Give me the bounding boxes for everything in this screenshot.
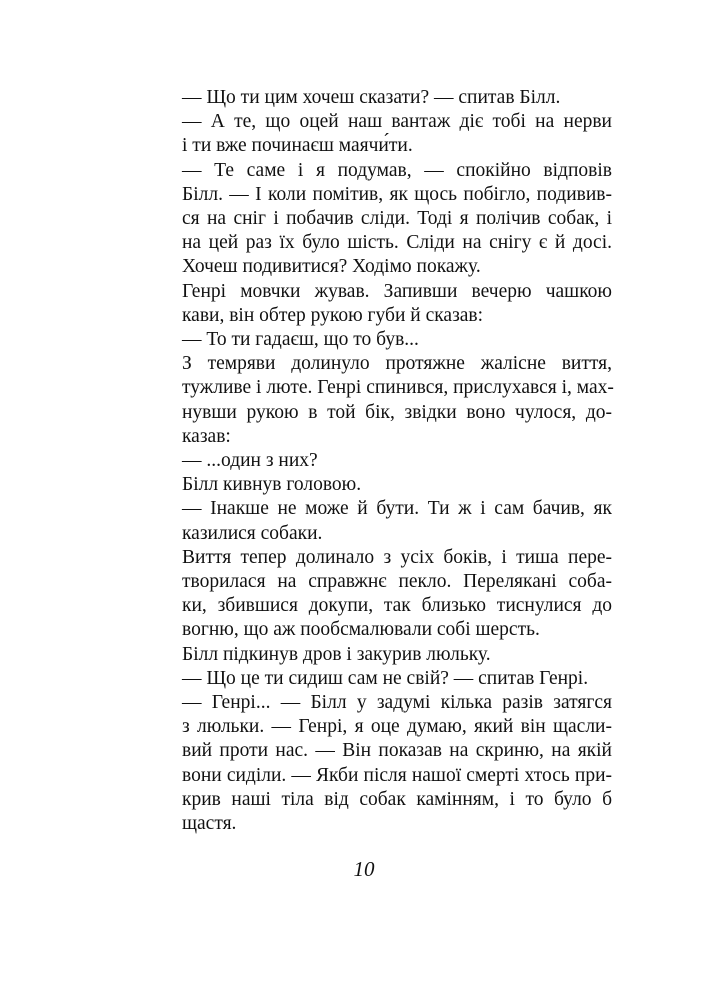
text-line: творилася на справжнє пекло. Перелякані соба- bbox=[182, 571, 612, 593]
paragraph bbox=[160, 280, 612, 328]
page-number: 10 bbox=[353, 857, 375, 881]
text-line: — Інакше не може й бути. Ти ж і сам бачив, як bbox=[182, 498, 612, 520]
text-line: Білл кивнув головою. bbox=[182, 474, 362, 496]
text-line: крив наші тіла від собак камінням, і то було б bbox=[182, 788, 612, 810]
text-line: ся на сніг і побачив сліди. Тоді я полічив собак, і bbox=[182, 208, 612, 230]
page-text bbox=[160, 86, 612, 836]
text-line: і ти вже починаєш маячи́ти. bbox=[182, 135, 413, 157]
text-line: ки, збившися докупи, так близько тиснулися до bbox=[182, 595, 612, 617]
paragraph bbox=[160, 497, 612, 545]
paragraph bbox=[160, 643, 612, 667]
paragraph bbox=[160, 546, 612, 643]
paragraph bbox=[160, 691, 612, 836]
text-line: — ...один з них? bbox=[182, 450, 318, 472]
text-line: З темряви долинуло протяжне жалісне виття, bbox=[182, 353, 612, 375]
text-line: на цей раз їх було шість. Сліди на снігу є й досі. bbox=[182, 232, 612, 254]
text-line: кави, він обтер рукою губи й сказав: bbox=[182, 304, 484, 326]
paragraph bbox=[160, 352, 612, 449]
paragraph bbox=[160, 86, 612, 110]
text-line: вий проти нас. — Він показав на скриню, на якій bbox=[182, 740, 612, 762]
text-line: казилися собаки. bbox=[182, 522, 323, 544]
text-line: Білл підкинув дров і закурив люльку. bbox=[182, 643, 491, 665]
paragraph bbox=[160, 328, 612, 352]
text-line: — Що це ти сидиш сам не свій? — спитав Генрі. bbox=[182, 667, 589, 689]
paragraph bbox=[160, 667, 612, 691]
text-line: казав: bbox=[182, 425, 231, 447]
text-line: нувши рукою в той бік, звідки воно чулося, до- bbox=[182, 401, 612, 423]
paragraph bbox=[160, 449, 612, 473]
paragraph bbox=[160, 473, 612, 497]
text-line: вогню, що аж пообсмалювали собі шерсть. bbox=[182, 619, 540, 641]
text-line: — Що ти цим хочеш сказати? — спитав Білл. bbox=[182, 87, 561, 108]
text-line: щастя. bbox=[182, 813, 237, 835]
text-line: — А те, що оцей наш вантаж діє тобі на нерви bbox=[182, 111, 612, 133]
text-line: — Генрі... — Білл у задумі кілька разів затягся bbox=[182, 692, 612, 714]
text-line: Хочеш подивитися? Ходімо покажу. bbox=[182, 256, 481, 278]
paragraph bbox=[160, 110, 612, 158]
text-line: вони сиділи. — Якби після нашої смерті хтось при- bbox=[182, 764, 612, 786]
text-line: Білл. — І коли помітив, як щось побігло, подивив- bbox=[182, 183, 612, 205]
text-line: Виття тепер долинало з усіх боків, і тиша пере- bbox=[182, 546, 612, 568]
text-line: тужливе і люте. Генрі спинився, прислухався і, мах- bbox=[182, 377, 614, 399]
text-line: — То ти гадаєш, що то був... bbox=[182, 329, 419, 351]
text-line: з люльки. — Генрі, я оце думаю, який він щасли- bbox=[182, 716, 612, 738]
text-line: — Те саме і я подумав, — спокійно відповів bbox=[182, 159, 612, 181]
text-line: Генрі мовчки жував. Запивши вечерю чашкою bbox=[182, 280, 612, 302]
paragraph bbox=[160, 159, 612, 280]
